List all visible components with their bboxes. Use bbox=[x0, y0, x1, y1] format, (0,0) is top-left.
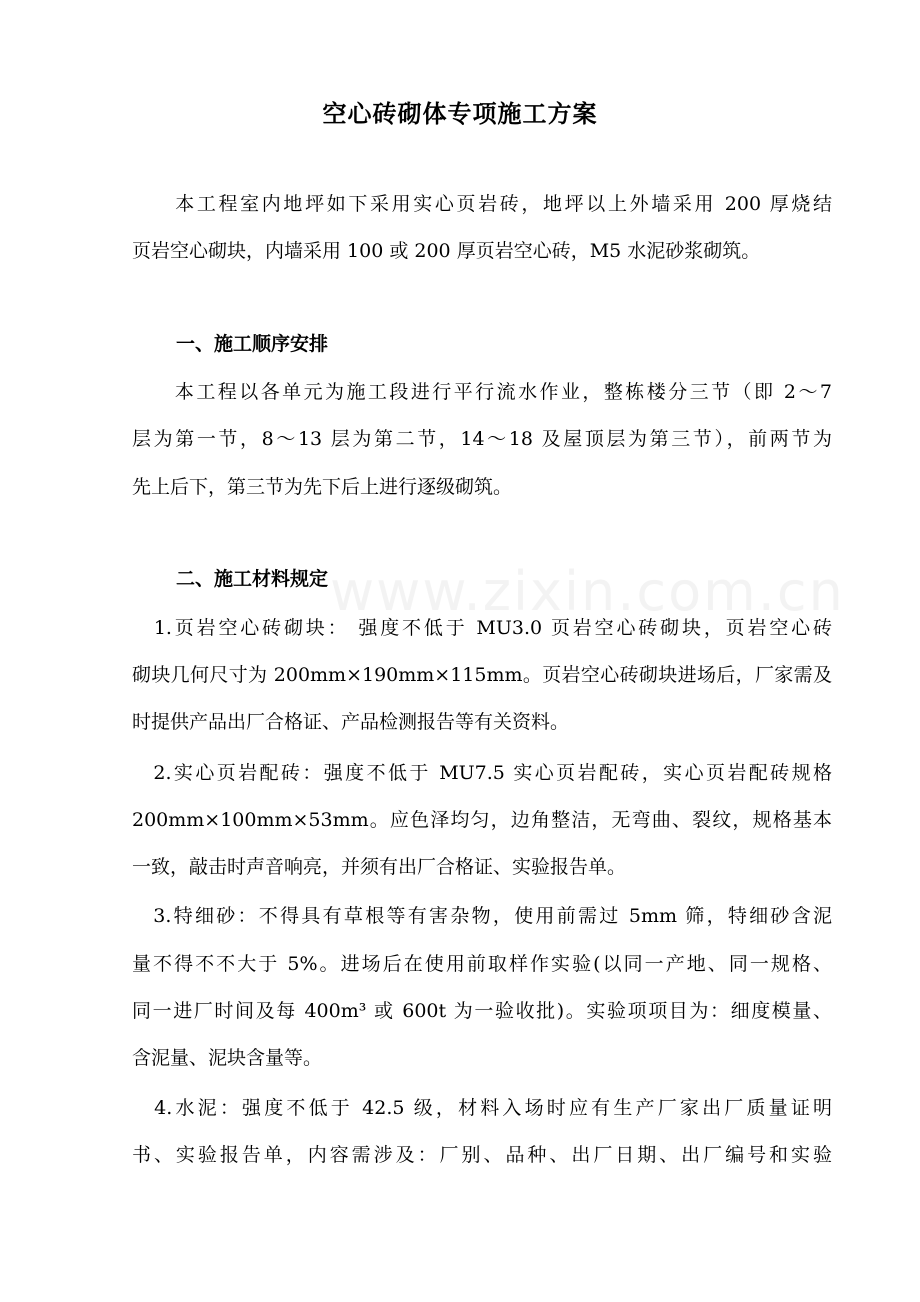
section1-line-3: 先上后下，第三节为先下后上进行逐级砌筑。 bbox=[132, 476, 513, 498]
item3-line-1: 3.特细砂：不得具有草根等有害杂物，使用前需过 5mm 筛，特细砂含泥 bbox=[132, 905, 832, 927]
section1-line-2: 层为第一节，8～13 层为第二节，14～18 及屋顶层为第三节），前两节为 bbox=[132, 428, 832, 450]
page-title: 空心砖砌体专项施工方案 bbox=[322, 99, 598, 128]
item3-line-4: 含泥量、泥块含量等。 bbox=[132, 1047, 323, 1069]
item2-line-2: 200mm×100mm×53mm。应色泽均匀，边角整洁，无弯曲、裂纹，规格基本 bbox=[132, 809, 832, 831]
watermark: www.zixin.com.cn bbox=[330, 560, 845, 623]
section-heading-2: 二、施工材料规定 bbox=[176, 568, 329, 590]
item3-line-2: 量不得不不大于 5%。进场后在使用前取样作实验(以同一产地、同一规格、 bbox=[132, 953, 832, 975]
item1-line-2: 砌块几何尺寸为 200mm×190mm×115mm。页岩空心砖砌块进场后，厂家需及 bbox=[132, 664, 832, 686]
item1-line-3: 时提供产品出厂合格证、产品检测报告等有关资料。 bbox=[132, 711, 570, 733]
item2-line-3: 一致，敲击时声音响亮，并须有出厂合格证、实验报告单。 bbox=[132, 856, 627, 878]
intro-line-1: 本工程室内地坪如下采用实心页岩砖，地坪以上外墙采用 200 厚烧结 bbox=[132, 193, 832, 215]
item4-line-2: 书、实验报告单，内容需涉及：厂别、品种、出厂日期、出厂编号和实验 bbox=[132, 1144, 832, 1166]
section-heading-1: 一、施工顺序安排 bbox=[176, 333, 329, 355]
intro-line-2: 页岩空心砌块，内墙采用 100 或 200 厚页岩空心砖，M5 水泥砂浆砌筑。 bbox=[132, 240, 761, 262]
item2-line-1: 2.实心页岩配砖：强度不低于 MU7.5 实心页岩配砖，实心页岩配砖规格 bbox=[132, 762, 832, 784]
item4-line-1: 4.水泥：强度不低于 42.5 级，材料入场时应有生产厂家出厂质量证明 bbox=[132, 1097, 832, 1119]
item3-line-3: 同一进厂时间及每 400m³ 或 600t 为一验收批)。实验项项目为：细度模量、 bbox=[132, 1000, 832, 1022]
item1-line-1: 1.页岩空心砖砌块： 强度不低于 MU3.0 页岩空心砖砌块，页岩空心砖 bbox=[132, 617, 832, 639]
section1-line-1: 本工程以各单元为施工段进行平行流水作业，整栋楼分三节（即 2～7 bbox=[132, 381, 832, 403]
